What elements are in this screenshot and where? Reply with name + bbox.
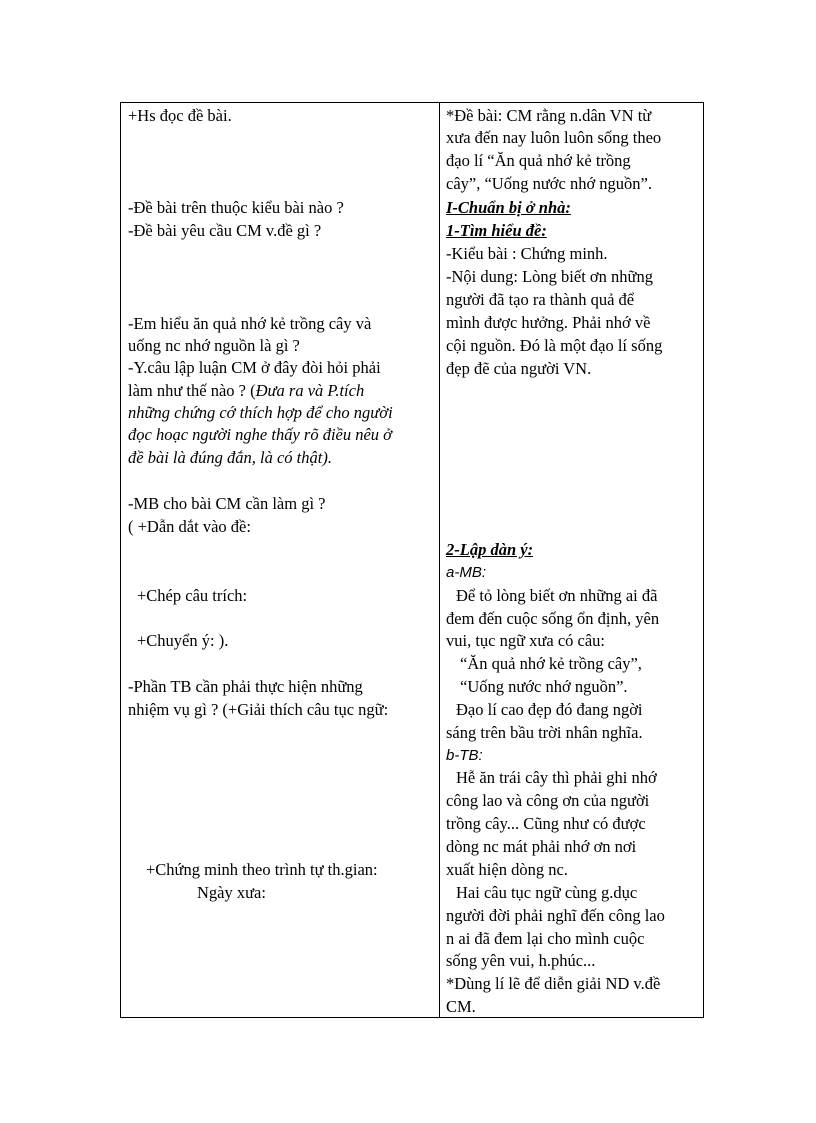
- left-text: làm như thế nào ? (: [128, 381, 256, 400]
- left-line: những chứng cớ thích hợp để cho người: [128, 403, 393, 422]
- right-line: dòng nc mát phải nhớ ơn nơi: [446, 837, 637, 856]
- section-heading: I-Chuẩn bị ở nhà:: [446, 198, 571, 217]
- right-line: mình được hưởng. Phải nhớ về: [446, 313, 651, 332]
- left-italic-text: Đưa ra và P.tích: [255, 381, 365, 400]
- right-line: đạo lí “Ăn quả nhớ kẻ trồng: [446, 151, 631, 170]
- right-line: Hai câu tục ngữ cùng g.dục: [456, 883, 638, 902]
- right-line: cội nguồn. Đó là một đạo lí sống: [446, 336, 663, 355]
- right-line: “Uống nước nhớ nguồn”.: [460, 677, 628, 696]
- left-line: -Phần TB cần phải thực hiện những: [128, 677, 363, 696]
- right-line: công lao và công ơn của người: [446, 791, 650, 810]
- right-line: người đã tạo ra thành quả để: [446, 290, 635, 309]
- left-line: [128, 380, 364, 402]
- left-line: +Chứng minh theo trình tự th.gian:: [146, 860, 378, 879]
- right-line: Để tỏ lòng biết ơn những ai đã: [456, 586, 658, 605]
- subsection-heading: 1-Tìm hiểu đề:: [446, 221, 547, 240]
- subsection-label: a-MB:: [446, 564, 487, 581]
- right-line: Đạo lí cao đẹp đó đang ngời: [456, 700, 643, 719]
- right-line: người đời phải nghĩ đến công lao: [446, 906, 665, 925]
- left-line: +Chép câu trích:: [137, 586, 248, 605]
- left-line: ( +Dẫn dắt vào đề:: [128, 517, 251, 536]
- right-line: -Nội dung: Lòng biết ơn những: [446, 267, 653, 286]
- right-line: xưa đến nay luôn luôn sống theo: [446, 128, 662, 147]
- left-line: uống nc nhớ nguồn là gì ?: [128, 336, 300, 355]
- right-line: n ai đã đem lại cho mình cuộc: [446, 929, 645, 948]
- left-line: +Hs đọc đề bài.: [128, 106, 232, 125]
- lesson-table: [120, 102, 704, 1018]
- left-line: -Đề bài trên thuộc kiểu bài nào ?: [128, 198, 344, 217]
- right-line: *Đề bài: CM rằng n.dân VN từ: [446, 106, 652, 125]
- right-column: [440, 103, 705, 1017]
- right-line: *Dùng lí lẽ để diễn giải ND v.đề: [446, 974, 661, 993]
- left-line: -Đề bài yêu cầu CM v.đề gì ?: [128, 221, 322, 240]
- left-line: -Em hiểu ăn quả nhớ kẻ trồng cây và: [128, 314, 372, 333]
- left-line: nhiệm vụ gì ? (+Giải thích câu tục ngữ:: [128, 700, 389, 719]
- right-line: sáng trên bầu trời nhân nghĩa.: [446, 723, 643, 742]
- left-line: -Y.câu lập luận CM ở đây đòi hỏi phải: [128, 358, 381, 377]
- right-line: đem đến cuộc sống ổn định, yên: [446, 609, 660, 628]
- right-line: CM.: [446, 997, 476, 1016]
- right-line: đẹp đẽ của người VN.: [446, 359, 592, 378]
- right-line: vui, tục ngữ xưa có câu:: [446, 631, 606, 650]
- right-line: “Ăn quả nhớ kẻ trồng cây”,: [460, 654, 642, 673]
- left-line: +Chuyển ý: ).: [137, 631, 229, 650]
- left-line: đề bài là đúng đắn, là có thật).: [128, 448, 332, 467]
- right-line: -Kiểu bài : Chứng minh.: [446, 244, 608, 263]
- left-line: Ngày xưa:: [197, 883, 266, 902]
- subsection-heading: 2-Lập dàn ý:: [446, 540, 534, 559]
- right-line: Hễ ăn trái cây thì phải ghi nhớ: [456, 768, 657, 787]
- right-line: trồng cây... Cũng như có được: [446, 814, 646, 833]
- right-line: cây”, “Uống nước nhớ nguồn”.: [446, 174, 653, 193]
- subsection-label: b-TB:: [446, 747, 483, 764]
- right-line: sống yên vui, h.phúc...: [446, 951, 596, 970]
- left-line: đọc hoạc người nghe thấy rõ điều nêu ở: [128, 425, 392, 444]
- right-line: xuất hiện dòng nc.: [446, 860, 568, 879]
- left-line: -MB cho bài CM cần làm gì ?: [128, 494, 326, 513]
